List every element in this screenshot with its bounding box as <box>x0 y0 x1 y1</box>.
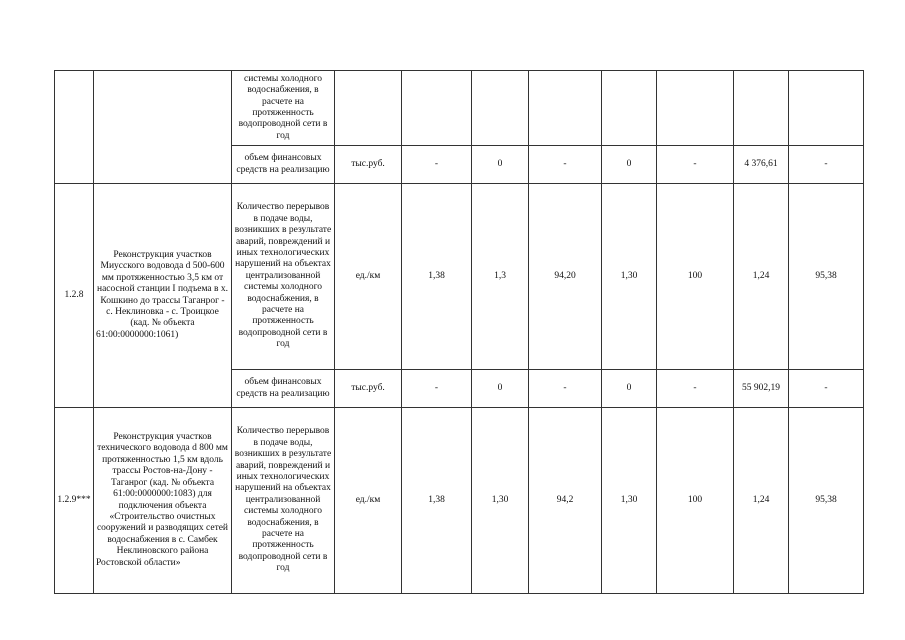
value-cell: - <box>402 370 472 408</box>
indicator-text: Количество перерывов в подаче воды, возникших в результате аварий, повреждений и иных технологических нарушений на объектах централизованной системы холодного водоснабжения, в расчете на протяженность водопроводной сети в год <box>232 184 335 370</box>
indicator-unit: тыс.руб. <box>335 146 402 184</box>
value-cell: - <box>789 370 864 408</box>
value-cell: 94,20 <box>529 184 602 370</box>
value-cell <box>789 71 864 146</box>
value-cell: - <box>789 146 864 184</box>
row-code: 1.2.9*** <box>55 408 94 594</box>
indicators-table <box>54 70 864 594</box>
value-cell: 1,3 <box>472 184 529 370</box>
value-cell: 100 <box>657 408 734 594</box>
value-cell: 95,38 <box>789 408 864 594</box>
indicator-unit <box>335 71 402 146</box>
value-cell: 1,24 <box>734 408 789 594</box>
indicator-text: объем финансовых средств на реализацию <box>232 146 335 184</box>
indicator-unit: ед./км <box>335 184 402 370</box>
indicator-text: системы холодного водоснабжения, в расчете на протяженность водопроводной сети в год <box>232 71 335 146</box>
value-cell: 0 <box>472 146 529 184</box>
value-cell: - <box>402 146 472 184</box>
value-cell: 95,38 <box>789 184 864 370</box>
value-cell: - <box>657 370 734 408</box>
value-cell: 1,30 <box>602 184 657 370</box>
value-cell: - <box>657 146 734 184</box>
value-cell: 55 902,19 <box>734 370 789 408</box>
row-name: Реконструкция участков технического водовода d 800 мм протяженностью 1,5 км вдоль трассы Ростов-на-Дону - Таганрог (кад. № объекта 61:00:0000000:1083) для подключения объекта «Строительство очистных сооружений и разводящих сетей водоснабжения в с. Самбек Неклиновского района Ростовской области» <box>94 408 232 594</box>
value-cell: 1,30 <box>472 408 529 594</box>
value-cell: 94,2 <box>529 408 602 594</box>
value-cell <box>529 71 602 146</box>
value-cell: 0 <box>602 146 657 184</box>
row-code <box>55 71 94 184</box>
row-name: Реконструкция участков Миусского водовода d 500-600 мм протяженностью 3,5 км от насосной станции I подъема в х. Кошкино до трассы Таганрог - с. Неклиновка - с. Троицкое (кад. № объекта 61:00:0000000:1061) <box>94 184 232 408</box>
table-row <box>55 408 864 594</box>
value-cell: 0 <box>602 370 657 408</box>
value-cell <box>602 71 657 146</box>
table-row <box>55 71 864 146</box>
value-cell <box>657 71 734 146</box>
row-code: 1.2.8 <box>55 184 94 408</box>
value-cell: - <box>529 146 602 184</box>
value-cell: 1,38 <box>402 408 472 594</box>
value-cell: 0 <box>472 370 529 408</box>
indicator-text: Количество перерывов в подаче воды, возникших в результате аварий, повреждений и иных технологических нарушений на объектах централизованной системы холодного водоснабжения, в расчете на протяженность водопроводной сети в год <box>232 408 335 594</box>
value-cell: 1,24 <box>734 184 789 370</box>
value-cell <box>472 71 529 146</box>
row-name <box>94 71 232 184</box>
value-cell <box>402 71 472 146</box>
value-cell: 100 <box>657 184 734 370</box>
indicator-unit: тыс.руб. <box>335 370 402 408</box>
value-cell <box>734 71 789 146</box>
value-cell: 1,30 <box>602 408 657 594</box>
table-row <box>55 184 864 370</box>
indicator-text: объем финансовых средств на реализацию <box>232 370 335 408</box>
value-cell: 4 376,61 <box>734 146 789 184</box>
value-cell: - <box>529 370 602 408</box>
value-cell: 1,38 <box>402 184 472 370</box>
indicator-unit: ед./км <box>335 408 402 594</box>
